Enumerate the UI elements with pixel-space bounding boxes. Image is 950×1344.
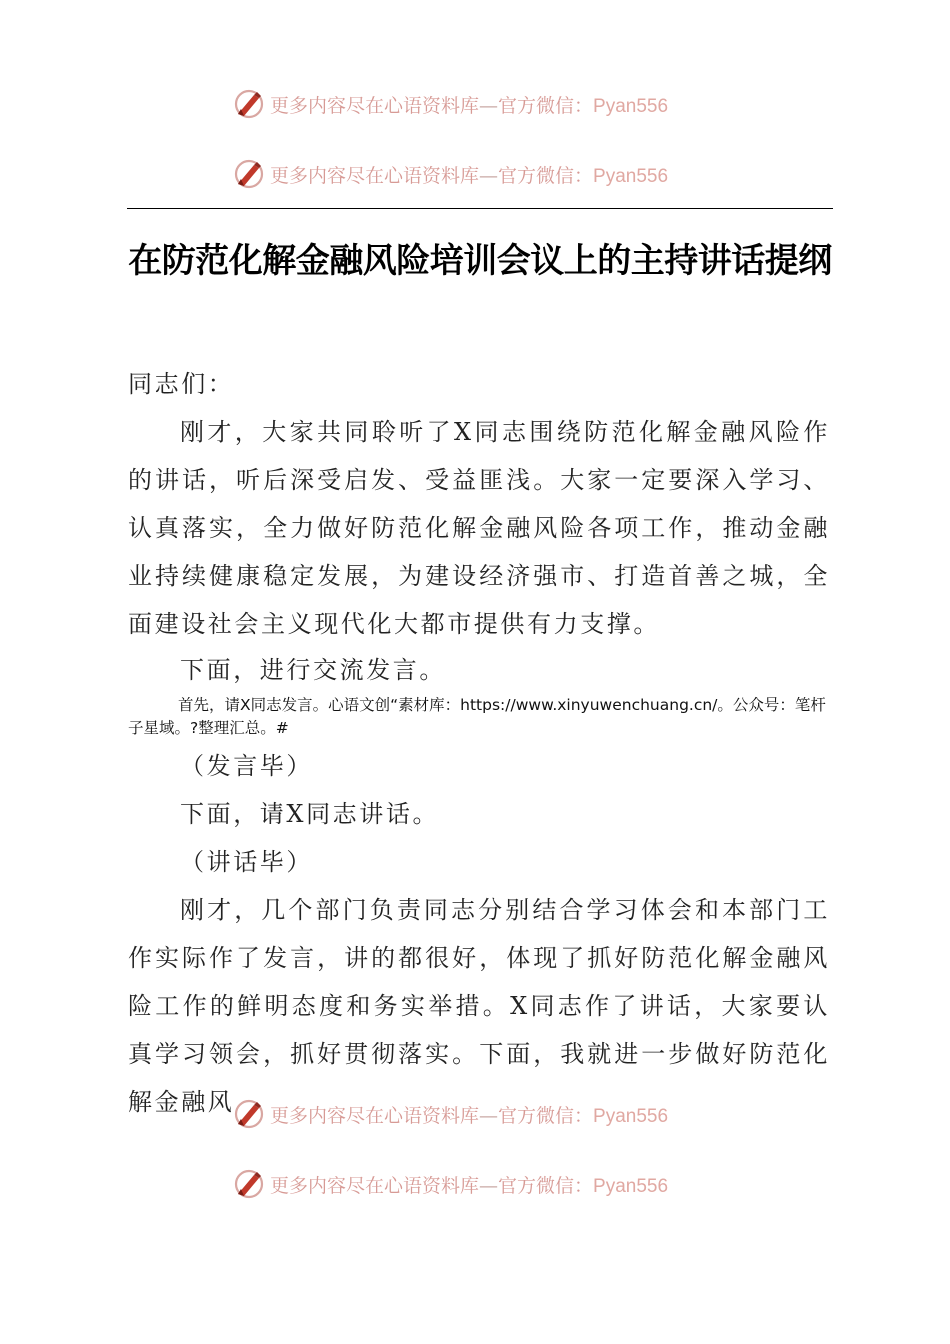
paragraph-6: （讲话毕） bbox=[180, 848, 313, 876]
paragraph-2: 下面，进行交流发言。 bbox=[180, 656, 446, 684]
salutation: 同志们： bbox=[128, 370, 235, 398]
paragraph-7: 刚才，几个部门负责同志分别结合学习体会和本部门工作实际作了发言，讲的都很好，体现了抓好防范化解金融风险工作的鲜明态度和务实举措。X同志作了讲话，大家要认真学习领会，抓好贯彻落实。下面，我就进一步做好防范化解金融风 bbox=[128, 896, 830, 1116]
pen-logo-icon bbox=[232, 87, 266, 121]
paragraph-3: 首先，请X同志发言。心语文创“素材库：https://www.xinyuwenchuang.cn/。公众号：笔杆子星域。?整理汇总。# bbox=[128, 696, 826, 737]
watermark-banner bbox=[232, 86, 668, 122]
paragraph-5: 下面，请X同志讲话。 bbox=[180, 800, 440, 828]
watermark-text: 更多内容尽在心语资料库—官方微信：Pyan556 bbox=[270, 94, 669, 117]
pen-logo-icon bbox=[232, 157, 266, 191]
watermark-text: 更多内容尽在心语资料库—官方微信：Pyan556 bbox=[270, 164, 669, 187]
pen-logo-icon bbox=[232, 1167, 266, 1201]
watermark-text: 更多内容尽在心语资料库—官方微信：Pyan556 bbox=[270, 1174, 669, 1197]
pen-logo-icon bbox=[232, 1097, 266, 1131]
paragraph-1: 刚才，大家共同聆听了X同志围绕防范化解金融风险作的讲话，听后深受启发、受益匪浅。大家一定要深入学习、认真落实，全力做好防范化解金融风险各项工作，推动金融业持续健康稳定发展，为建设经济强市、打造首善之城，全面建设社会主义现代化大都市提供有力支撑。 bbox=[128, 418, 830, 638]
watermark-banner bbox=[232, 1166, 668, 1202]
watermark-banner bbox=[232, 1096, 668, 1132]
watermark-text: 更多内容尽在心语资料库—官方微信：Pyan556 bbox=[270, 1104, 669, 1127]
header-divider bbox=[127, 208, 833, 209]
watermark-banner bbox=[232, 156, 668, 192]
page-title: 在防范化解金融风险培训会议上的主持讲话提纲 bbox=[128, 241, 832, 281]
paragraph-4: （发言毕） bbox=[180, 752, 313, 780]
